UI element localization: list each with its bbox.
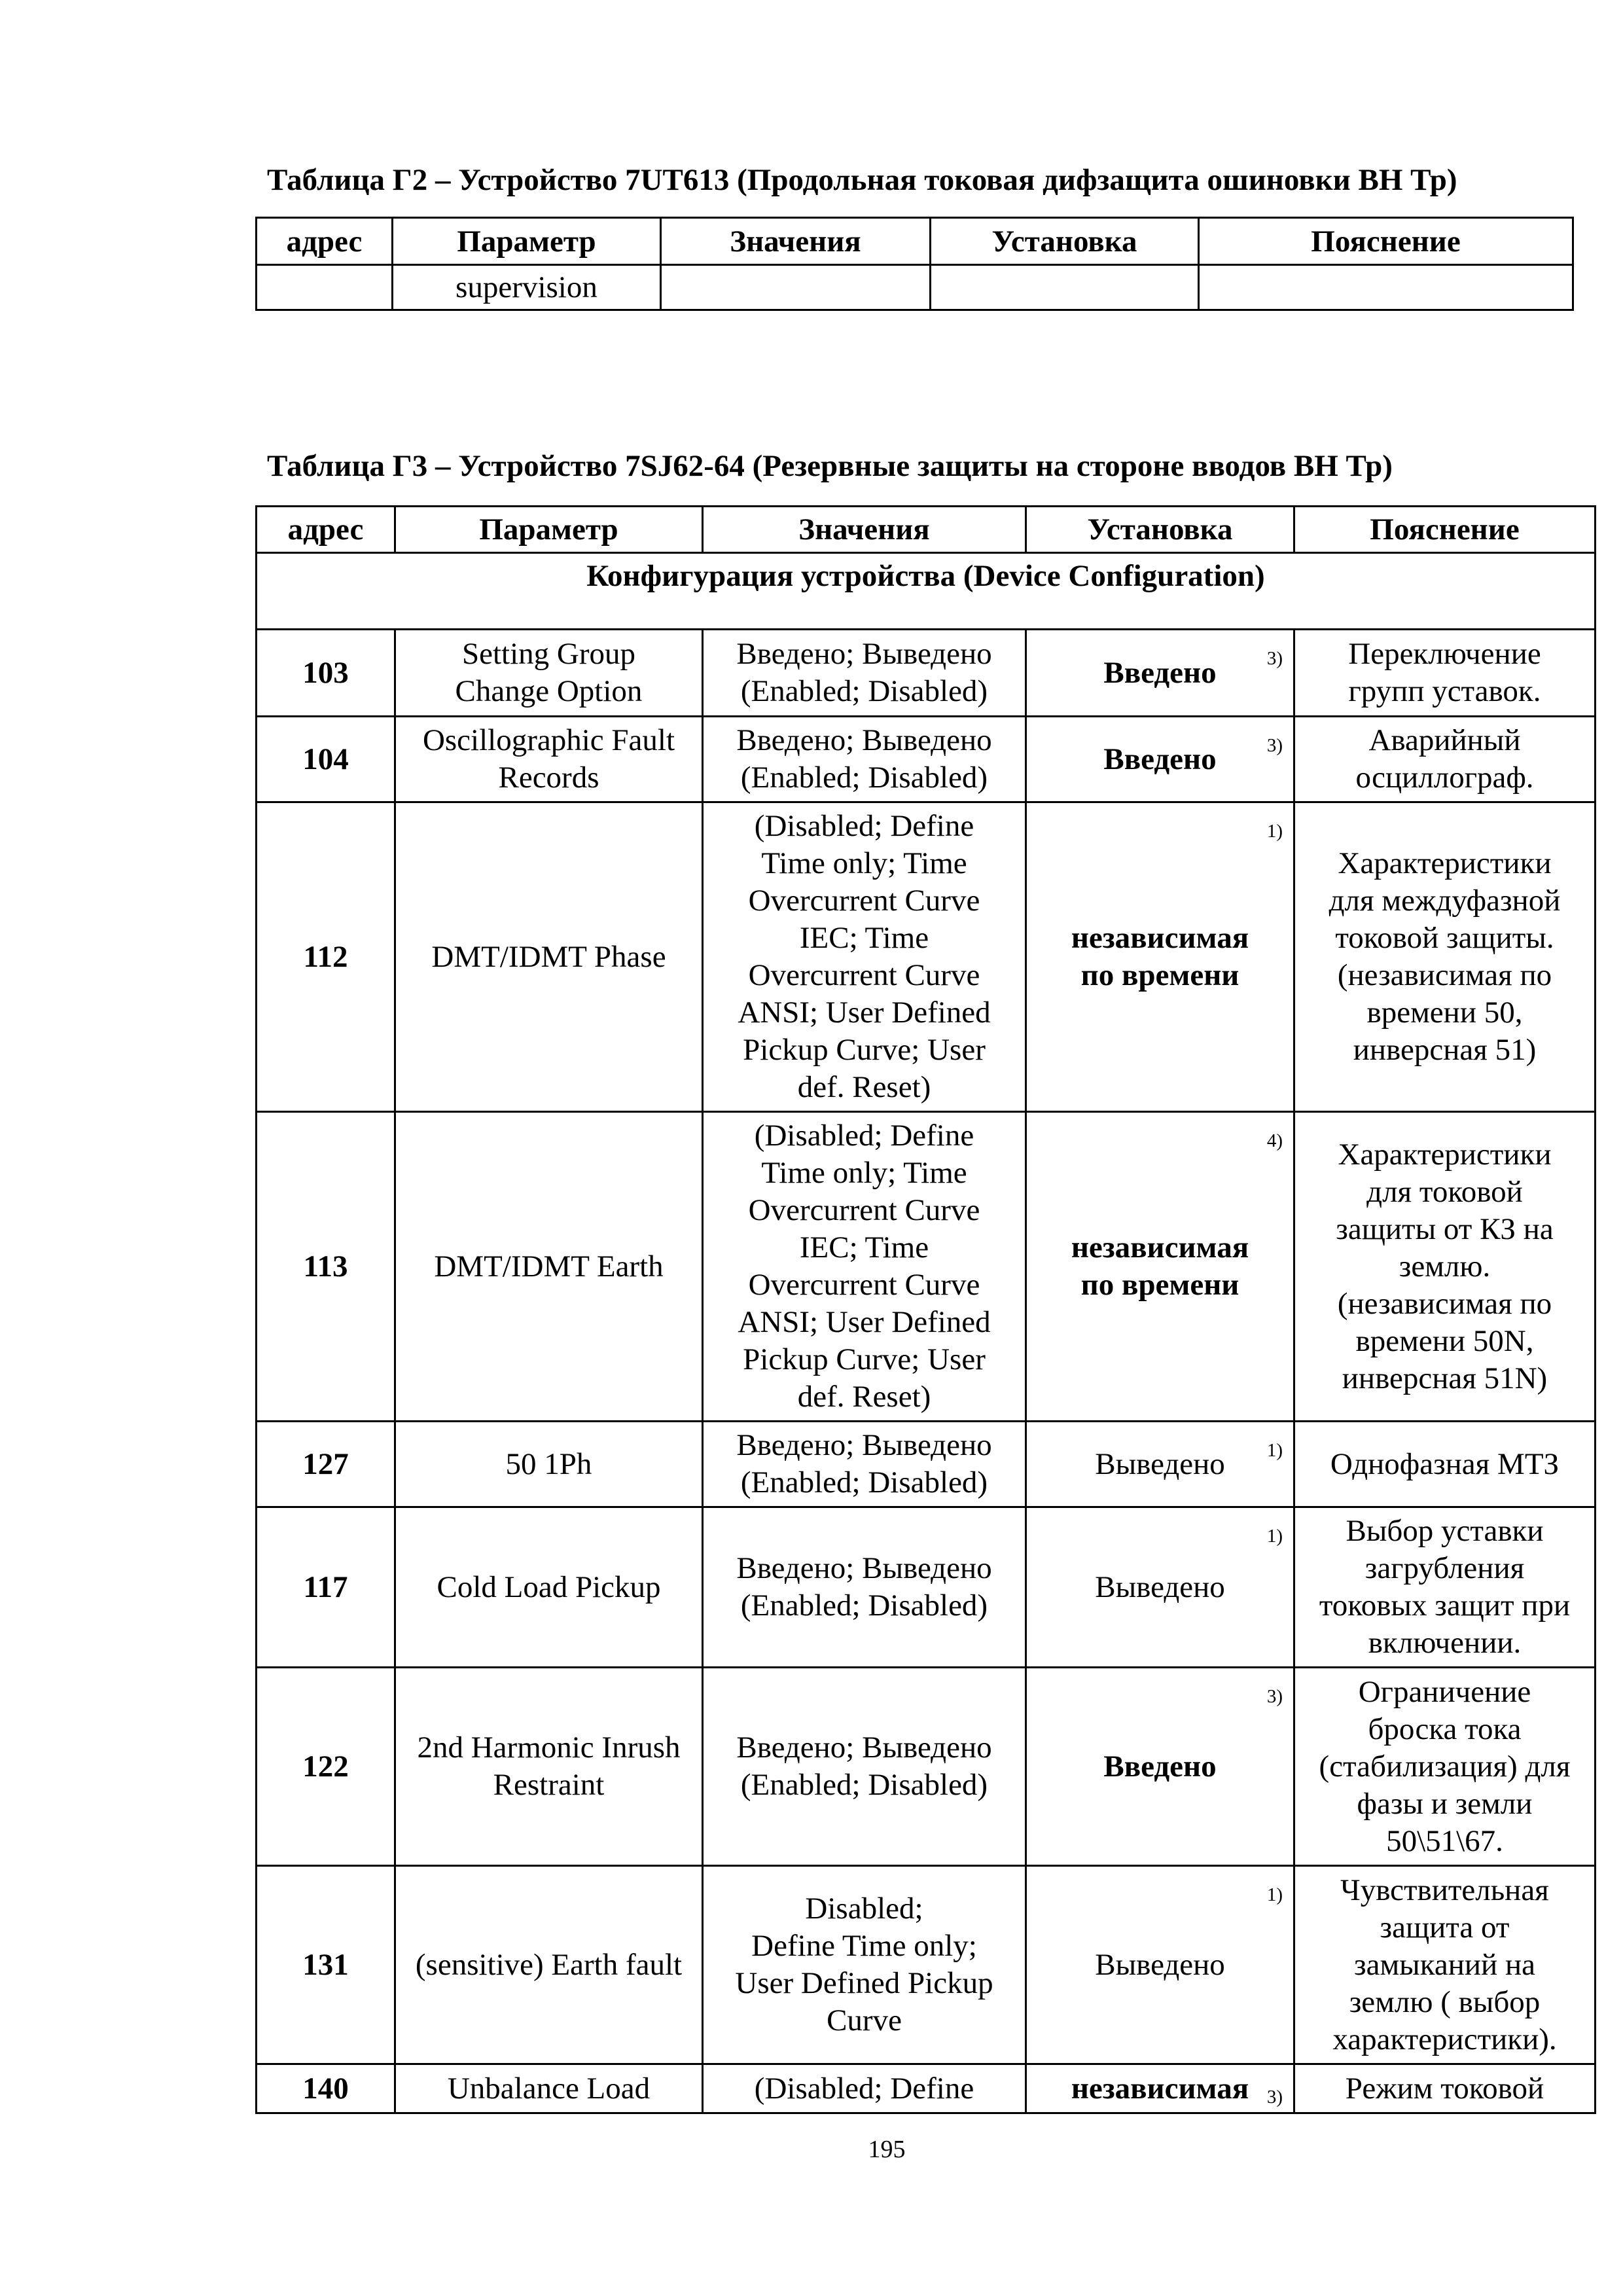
cell-note	[1294, 1668, 1596, 1866]
cell-values	[703, 1668, 1026, 1866]
cell-note-text: Ограничение броска тока (стабилизация) для фазы и земли 50\51\67.	[1319, 1674, 1571, 1858]
cell-address	[257, 1422, 395, 1507]
column-header-note: Пояснение	[1199, 218, 1573, 265]
cell-setting-text: Выведено	[1095, 1947, 1225, 1982]
cell-address	[257, 1507, 395, 1668]
footnote-marker: 1)	[1266, 821, 1283, 842]
cell-address-text: 127	[302, 1446, 349, 1481]
cell-values-text: Введено; Выведено (Enabled; Disabled)	[736, 723, 992, 795]
cell-parameter-text: DMT/IDMT Earth	[434, 1249, 664, 1283]
table-row	[257, 1507, 1596, 1668]
cell-note	[1294, 802, 1596, 1112]
column-header-address: адрес	[257, 218, 393, 265]
column-header-note: Пояснение	[1294, 507, 1596, 553]
table-row	[257, 265, 1573, 310]
cell-values-text: (Disabled; Define Time only; Time Overcurrent Curve IEC; Time Overcurrent Curve ANSI; User Defined Pickup Curve; User def. Reset)	[738, 1119, 991, 1414]
footnote-marker: 3)	[1266, 735, 1283, 756]
cell-address-text: 103	[302, 655, 349, 690]
cell-parameter	[395, 1866, 703, 2064]
cell-address-text: 131	[302, 1947, 349, 1982]
table-row	[257, 630, 1596, 717]
cell-parameter	[395, 1668, 703, 1866]
column-header-parameter: Параметр	[393, 218, 661, 265]
cell-address-text: 112	[303, 939, 348, 974]
cell-note	[1294, 2064, 1596, 2113]
cell-note-text: Чувствительная защита от замыканий на землю ( выбор характеристики).	[1332, 1873, 1557, 2056]
table-g3-header-row	[257, 507, 1596, 553]
section-title: Конфигурация устройства (Device Configuration)	[257, 553, 1596, 630]
cell-address	[257, 2064, 395, 2113]
column-header-values: Значения	[661, 218, 931, 265]
cell-parameter	[395, 1507, 703, 1668]
cell-values	[703, 1422, 1026, 1507]
cell-setting	[1026, 630, 1294, 717]
cell-setting	[1026, 1507, 1294, 1668]
cell-note	[1294, 1507, 1596, 1668]
cell-setting-text: Выведено	[1095, 1570, 1225, 1604]
cell-parameter-text: Oscillographic Fault Records	[422, 723, 675, 795]
cell-address-text: 113	[303, 1249, 348, 1283]
cell-setting	[1026, 1422, 1294, 1507]
cell-parameter-text: Unbalance Load	[447, 2071, 651, 2106]
cell-note	[1294, 1866, 1596, 2064]
footnote-marker: 1)	[1266, 1440, 1283, 1461]
cell-parameter	[395, 630, 703, 717]
table-row	[257, 1668, 1596, 1866]
cell-values-text: (Disabled; Define	[754, 2071, 974, 2106]
cell-setting	[931, 265, 1199, 310]
cell-address-text: 117	[303, 1570, 348, 1604]
cell-setting	[1026, 1668, 1294, 1866]
cell-setting-text: независимая по времени	[1071, 921, 1249, 992]
cell-address-text: 122	[302, 1749, 349, 1784]
cell-parameter	[395, 2064, 703, 2113]
cell-values-text: Введено; Выведено (Enabled; Disabled)	[736, 1428, 992, 1499]
cell-values	[661, 265, 931, 310]
cell-setting-text: Введено	[1103, 742, 1217, 776]
cell-parameter	[395, 717, 703, 802]
cell-address	[257, 717, 395, 802]
cell-note	[1294, 717, 1596, 802]
cell-address	[257, 802, 395, 1112]
page-number: 195	[868, 2136, 906, 2163]
column-header-address: адрес	[257, 507, 395, 553]
cell-parameter	[395, 1112, 703, 1422]
cell-note-text: Характеристики для токовой защиты от КЗ на землю. (независимая по времени 50N, инверсная 51N)	[1336, 1137, 1554, 1395]
cell-parameter-text: 50 1Ph	[505, 1446, 592, 1481]
cell-setting-text: Введено	[1103, 655, 1217, 690]
table-row	[257, 1866, 1596, 2064]
cell-note	[1294, 630, 1596, 717]
footnote-marker: 1)	[1266, 1884, 1283, 1905]
column-header-parameter: Параметр	[395, 507, 703, 553]
cell-parameter-text: 2nd Harmonic Inrush Restraint	[417, 1731, 681, 1802]
cell-values	[703, 802, 1026, 1112]
cell-setting-text: Введено	[1103, 1749, 1217, 1784]
column-header-values: Значения	[703, 507, 1026, 553]
cell-parameter	[395, 802, 703, 1112]
cell-setting	[1026, 802, 1294, 1112]
cell-note	[1294, 1422, 1596, 1507]
footnote-marker: 3)	[1266, 2087, 1283, 2108]
cell-setting-text: независимая по времени	[1071, 1230, 1249, 1302]
cell-setting-text: Выведено	[1095, 1446, 1225, 1481]
section-row	[257, 553, 1596, 630]
table-row	[257, 2064, 1596, 2113]
cell-address	[257, 1668, 395, 1866]
cell-address	[257, 630, 395, 717]
table-g3-caption: Таблица Г3 – Устройство 7SJ62-64 (Резервные защиты на стороне вводов ВН Тр)	[267, 449, 1393, 483]
table-row	[257, 717, 1596, 802]
cell-parameter-text: DMT/IDMT Phase	[431, 939, 666, 974]
footnote-marker: 3)	[1266, 1686, 1283, 1707]
cell-values	[703, 717, 1026, 802]
cell-values-text: Disabled; Define Time only; User Defined Pickup Curve	[735, 1892, 993, 2037]
cell-values-text: Введено; Выведено (Enabled; Disabled)	[736, 1731, 992, 1802]
cell-parameter-text: Setting Group Change Option	[455, 637, 643, 708]
cell-setting	[1026, 2064, 1294, 2113]
cell-values	[703, 2064, 1026, 2113]
cell-values	[703, 1866, 1026, 2064]
footnote-marker: 4)	[1266, 1130, 1283, 1151]
cell-parameter: supervision	[393, 265, 661, 310]
table-row	[257, 802, 1596, 1112]
cell-parameter	[395, 1422, 703, 1507]
cell-address	[257, 1866, 395, 2064]
cell-address	[257, 1112, 395, 1422]
cell-note-text: Характеристики для междуфазной токовой защиты. (независимая по времени 50, инверсная 51)	[1329, 846, 1561, 1067]
cell-setting	[1026, 1866, 1294, 2064]
cell-values	[703, 1112, 1026, 1422]
cell-address-text: 104	[302, 742, 349, 776]
cell-values	[703, 1507, 1026, 1668]
cell-note-text: Переключение групп уставок.	[1348, 637, 1541, 708]
table-g3	[255, 505, 1596, 2114]
table-row	[257, 1112, 1596, 1422]
cell-values-text: Введено; Выведено (Enabled; Disabled)	[736, 637, 992, 708]
column-header-setting: Установка	[1026, 507, 1294, 553]
cell-parameter-text: Cold Load Pickup	[437, 1570, 661, 1604]
table-row	[257, 1422, 1596, 1507]
cell-note	[1199, 265, 1573, 310]
cell-parameter-text: (sensitive) Earth fault	[415, 1947, 683, 1982]
cell-setting	[1026, 1112, 1294, 1422]
cell-address	[257, 265, 393, 310]
footnote-marker: 3)	[1266, 648, 1283, 669]
cell-setting-text: независимая	[1071, 2071, 1249, 2106]
cell-note-text: Выбор уставки загрубления токовых защит при включении.	[1319, 1514, 1571, 1660]
cell-values-text: (Disabled; Define Time only; Time Overcurrent Curve IEC; Time Overcurrent Curve ANSI; User Defined Pickup Curve; User def. Reset)	[738, 809, 991, 1104]
cell-address-text: 140	[302, 2071, 349, 2106]
footnote-marker: 1)	[1266, 1526, 1283, 1547]
table-g2-header-row	[257, 218, 1573, 265]
cell-values	[703, 630, 1026, 717]
cell-note-text: Режим токовой	[1345, 2071, 1544, 2106]
cell-setting	[1026, 717, 1294, 802]
cell-note-text: Однофазная МТЗ	[1330, 1446, 1560, 1481]
table-g2-caption: Таблица Г2 – Устройство 7UT613 (Продольная токовая дифзащита ошиновки ВН Тр)	[267, 163, 1457, 197]
cell-note	[1294, 1112, 1596, 1422]
table-g2	[255, 217, 1574, 311]
cell-note-text: Аварийный осциллограф.	[1355, 723, 1534, 795]
cell-values-text: Введено; Выведено (Enabled; Disabled)	[736, 1551, 992, 1623]
column-header-setting: Установка	[931, 218, 1199, 265]
